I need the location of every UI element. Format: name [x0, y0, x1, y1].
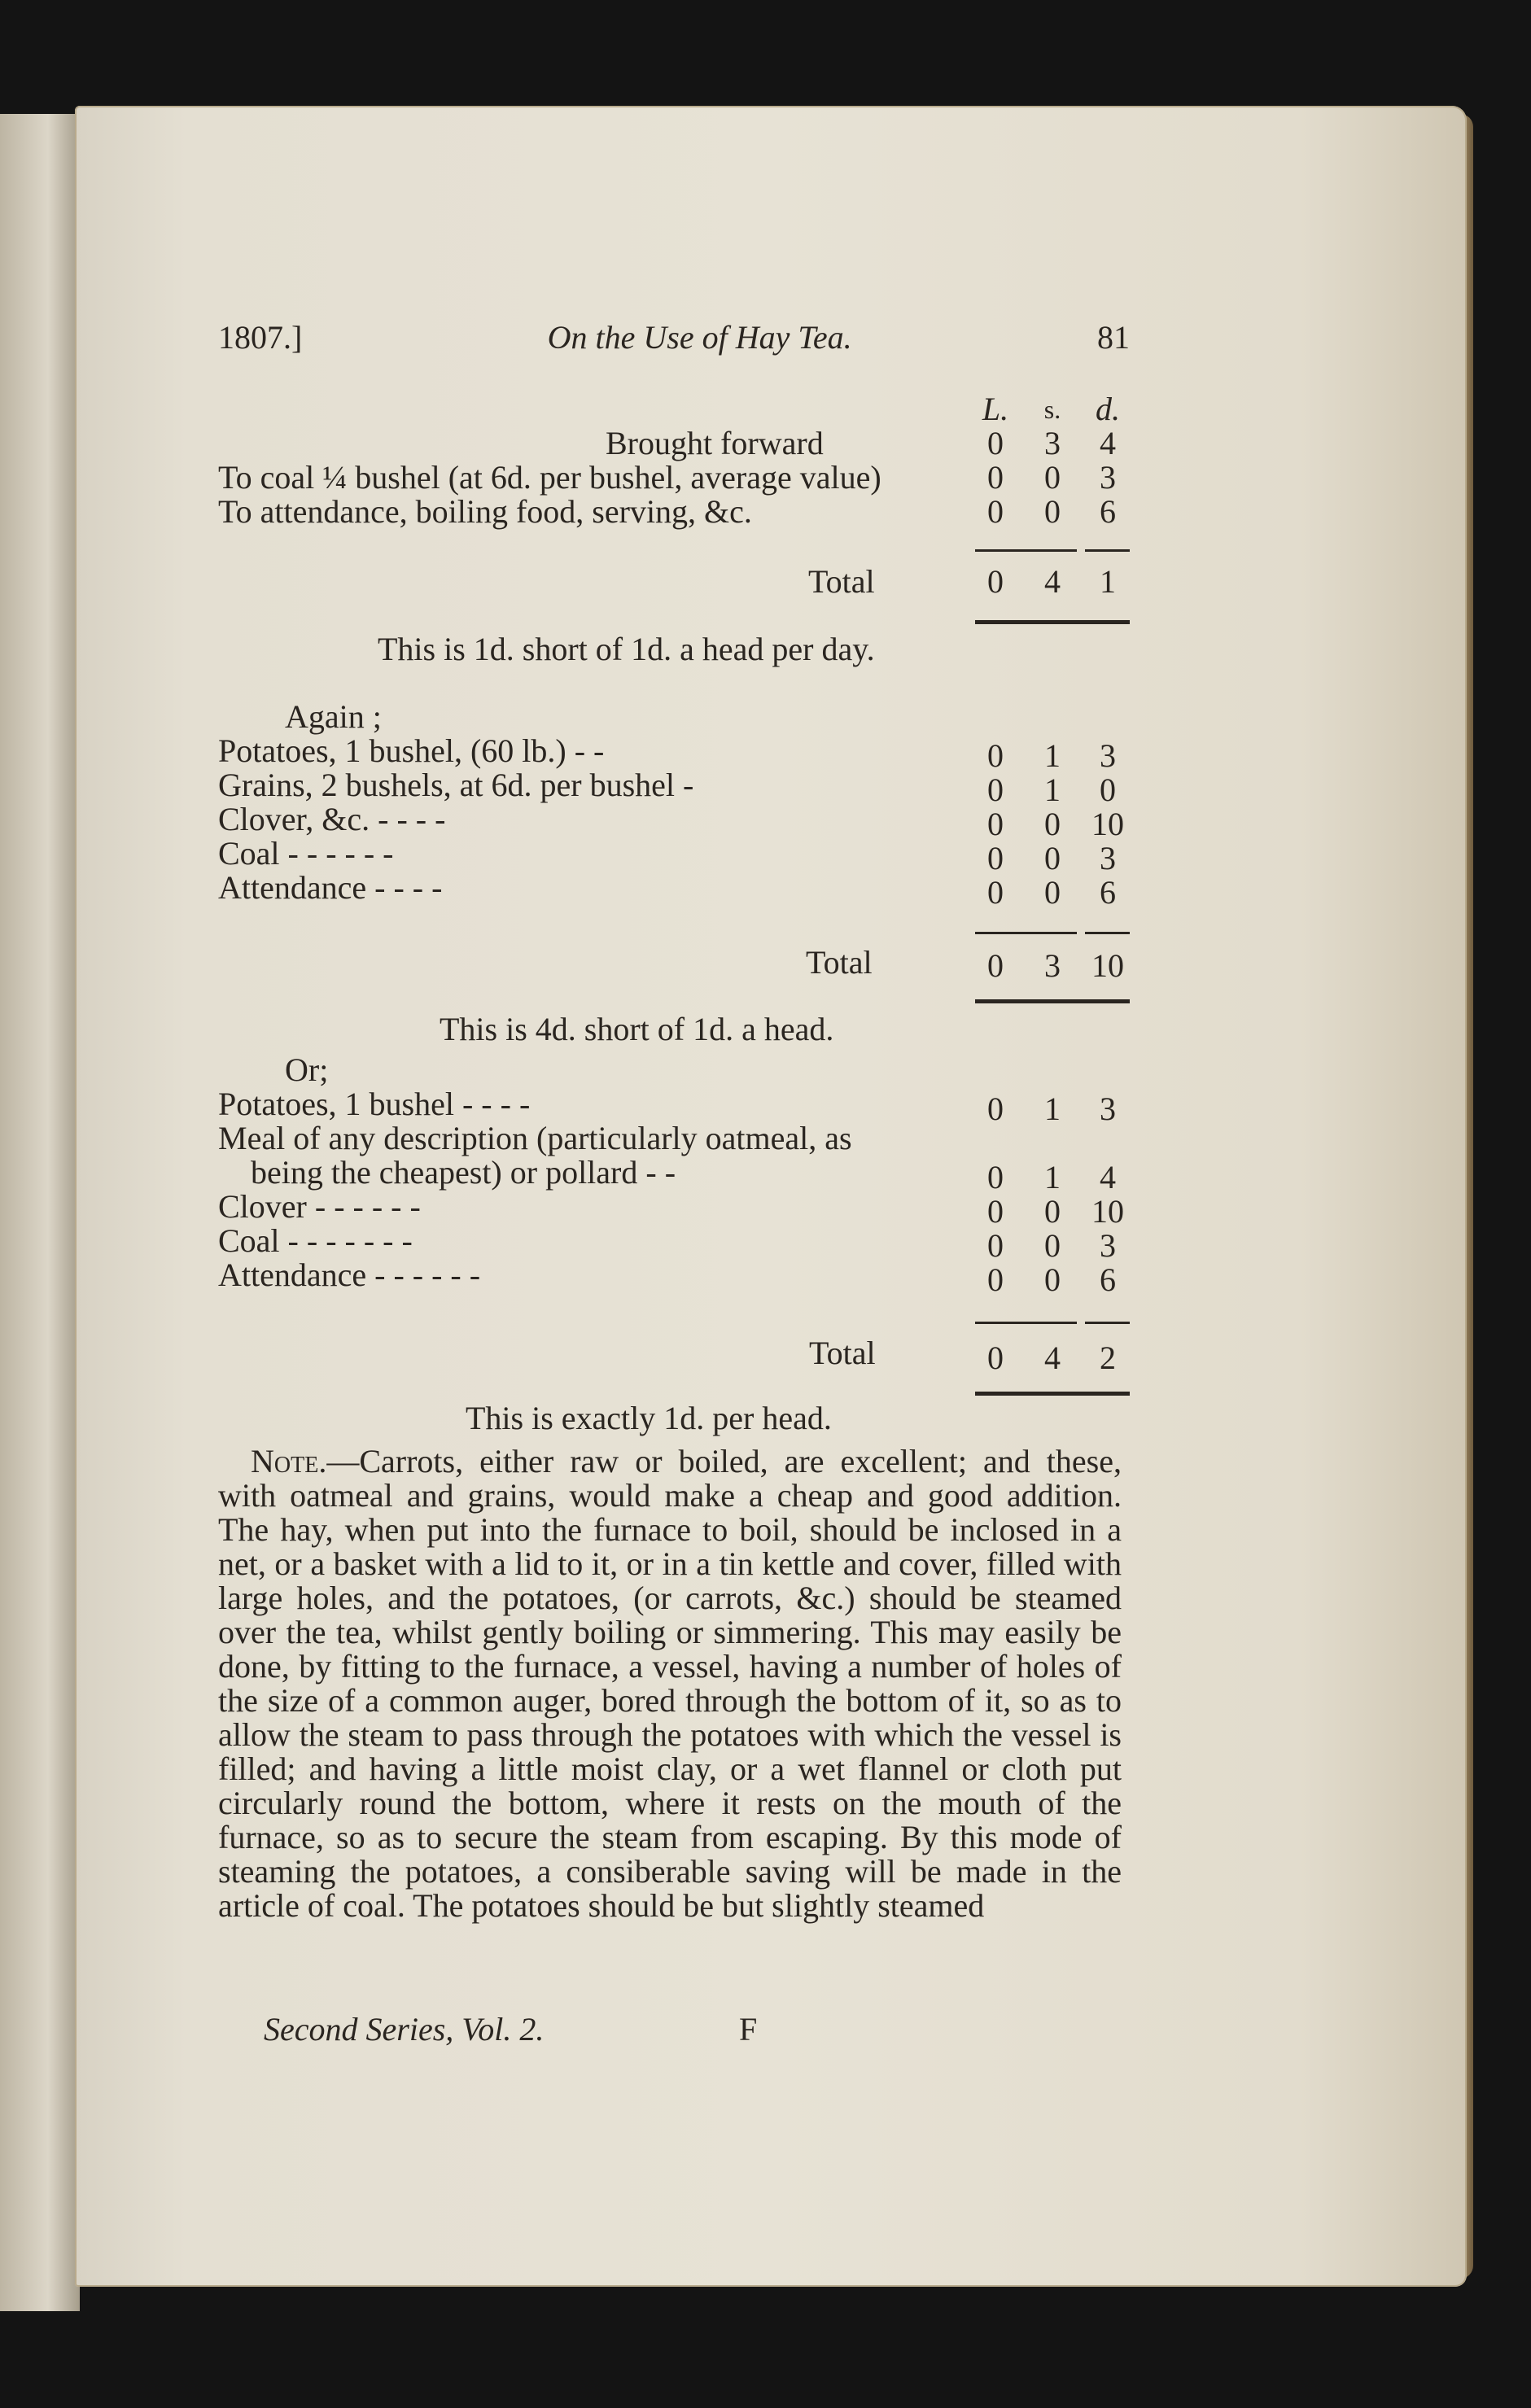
- cell-s: 3: [1044, 425, 1061, 461]
- row-label: Coal - - - - - - -: [218, 1222, 413, 1259]
- sum-rule: [975, 932, 1077, 934]
- cell-l: 0: [987, 1090, 1004, 1127]
- section-intro: Again ;: [285, 698, 382, 735]
- col-head-pounds: L.: [982, 391, 1009, 427]
- row-label: being the cheapest) or pollard - -: [251, 1154, 676, 1191]
- cell-l: 0: [987, 840, 1004, 876]
- cell-d: 3: [1100, 737, 1116, 774]
- total-s: 4: [1044, 1339, 1061, 1376]
- cell-s: 0: [1044, 493, 1061, 530]
- total-rule: [975, 999, 1130, 1003]
- cell-d: 0: [1100, 771, 1116, 808]
- cell-d: 3: [1100, 840, 1116, 876]
- cell-s: 0: [1044, 840, 1061, 876]
- cell-l: 0: [987, 806, 1004, 842]
- signature-mark: F: [739, 2011, 758, 2047]
- cell-s: 1: [1044, 1159, 1061, 1195]
- note-paragraph: [218, 1444, 1122, 1923]
- row-label: Coal - - - - - -: [218, 835, 394, 872]
- row-label: Attendance - - - -: [218, 869, 443, 906]
- row-label: Potatoes, 1 bushel - - - -: [218, 1086, 531, 1122]
- row-label: Brought forward: [606, 425, 824, 461]
- cell-d: 6: [1100, 874, 1116, 911]
- sum-rule: [975, 549, 1077, 552]
- total-label: Total: [806, 944, 873, 981]
- row-label: To attendance, boiling food, serving, &c.: [218, 493, 752, 530]
- remark: This is 1d. short of 1d. a head per day.: [378, 631, 875, 667]
- total-d: 2: [1100, 1339, 1116, 1376]
- total-rule: [975, 620, 1130, 624]
- header-title: On the Use of Hay Tea.: [547, 319, 852, 356]
- note-body: —Carrots, either raw or boiled, are excellent; and these, with oatmeal and grains, would make a cheap and good addition. The hay, when put into the furnace to boil, should be inclosed in a net, or a basket with a lid to it, or in a tin kettle and cover, filled with large holes, and the potatoes, (or carrots, &c.) should be steamed over the tea, whilst gently boiling or simmering. This may easily be done, by fitting to the furnace, a vessel, having a number of holes of the size of a common auger, bored through the bottom of it, so as to allow the steam to pass through the potatoes with which the vessel is filled; and having a little moist clay, or a wet flannel or cloth put circularly round the bottom, where it rests on the mouth of the furnace, so as to secure the steam from escaping. By this mode of steaming the potatoes, a consiberable saving will be made in the article of coal. The potatoes should be but slightly steamed: [218, 1443, 1122, 1924]
- sum-rule: [1085, 1322, 1130, 1324]
- total-l: 0: [987, 1339, 1004, 1376]
- total-l: 0: [987, 947, 1004, 984]
- total-d: 1: [1100, 563, 1116, 600]
- cell-l: 0: [987, 493, 1004, 530]
- note-lead: Note.: [251, 1443, 327, 1479]
- facing-page-edge: [0, 114, 80, 2311]
- cell-s: 1: [1044, 737, 1061, 774]
- sum-rule: [1085, 932, 1130, 934]
- cell-d: 4: [1100, 1159, 1116, 1195]
- row-label: Clover - - - - - -: [218, 1188, 421, 1225]
- cell-d: 6: [1100, 493, 1116, 530]
- total-l: 0: [987, 563, 1004, 600]
- cell-l: 0: [987, 1227, 1004, 1264]
- row-label: Grains, 2 bushels, at 6d. per bushel -: [218, 767, 694, 803]
- footer-series: Second Series, Vol. 2.: [264, 2011, 545, 2047]
- col-head-shillings: s.: [1043, 395, 1061, 424]
- running-header: [218, 319, 1130, 356]
- cell-l: 0: [987, 1159, 1004, 1195]
- cell-s: 0: [1044, 459, 1061, 496]
- cell-s: 0: [1044, 1227, 1061, 1264]
- cell-s: 0: [1044, 1193, 1061, 1230]
- cell-d: 3: [1100, 459, 1116, 496]
- cell-l: 0: [987, 1261, 1004, 1298]
- cell-l: 0: [987, 1193, 1004, 1230]
- sum-rule: [975, 1322, 1077, 1324]
- header-page-number: 81: [1097, 319, 1130, 356]
- total-rule: [975, 1392, 1130, 1396]
- row-label: Meal of any description (particularly oatmeal, as: [218, 1120, 852, 1156]
- cell-l: 0: [987, 771, 1004, 808]
- cell-d: 10: [1091, 806, 1124, 842]
- total-s: 4: [1044, 563, 1061, 600]
- cell-d: 10: [1091, 1193, 1124, 1230]
- remark: This is 4d. short of 1d. a head.: [440, 1011, 834, 1047]
- header-year: 1807.]: [218, 319, 303, 356]
- cell-l: 0: [987, 425, 1004, 461]
- cell-d: 4: [1100, 425, 1116, 461]
- row-label: Clover, &c. - - - -: [218, 801, 446, 837]
- col-head-pence: d.: [1096, 391, 1120, 427]
- total-d: 10: [1091, 947, 1124, 984]
- cell-s: 0: [1044, 1261, 1061, 1298]
- cell-s: 1: [1044, 771, 1061, 808]
- row-label: Potatoes, 1 bushel, (60 lb.) - -: [218, 732, 605, 769]
- row-label: To coal ¼ bushel (at 6d. per bushel, average value): [218, 459, 881, 496]
- total-label: Total: [809, 1335, 876, 1371]
- row-label: Attendance - - - - - -: [218, 1256, 481, 1293]
- cell-d: 3: [1100, 1227, 1116, 1264]
- cell-s: 0: [1044, 806, 1061, 842]
- cell-d: 3: [1100, 1090, 1116, 1127]
- remark: This is exactly 1d. per head.: [466, 1400, 832, 1436]
- section-intro: Or;: [285, 1051, 329, 1088]
- total-label: Total: [808, 563, 875, 600]
- cell-l: 0: [987, 737, 1004, 774]
- sum-rule: [1085, 549, 1130, 552]
- cell-l: 0: [987, 874, 1004, 911]
- total-s: 3: [1044, 947, 1061, 984]
- cell-s: 1: [1044, 1090, 1061, 1127]
- cell-s: 0: [1044, 874, 1061, 911]
- cell-l: 0: [987, 459, 1004, 496]
- cell-d: 6: [1100, 1261, 1116, 1298]
